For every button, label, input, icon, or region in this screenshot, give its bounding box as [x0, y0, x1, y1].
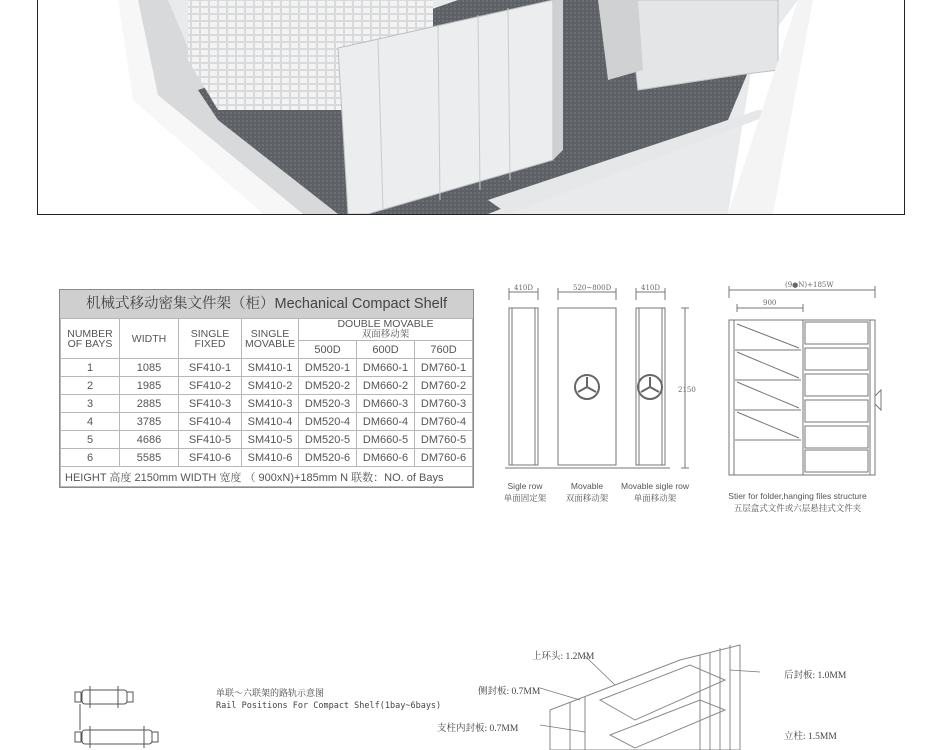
caption-side-cn: 五层盒式文件或六层悬挂式文件夹 — [733, 503, 862, 513]
label-upright: 立柱: 1.5MM — [784, 732, 837, 742]
table-cell: DM660-2 — [357, 377, 415, 395]
product-photo — [37, 0, 905, 215]
table-cell: DM660-5 — [357, 431, 415, 449]
col-dm-en: DOUBLE MOVABLE — [337, 318, 434, 330]
col-bays-line2: OF BAYS — [67, 337, 113, 350]
table-cell: DM660-4 — [357, 413, 415, 431]
table-cell: 5 — [61, 431, 120, 449]
table-cell: 1 — [61, 359, 120, 377]
table-cell: 2 — [61, 377, 120, 395]
table-row — [61, 431, 473, 449]
col-single-fixed — [179, 319, 242, 359]
table-cell: SF410-4 — [179, 413, 242, 431]
spec-table — [59, 289, 474, 488]
table-cell: DM660-6 — [357, 449, 415, 467]
table-cell: 4 — [61, 413, 120, 431]
col-single-movable — [242, 319, 299, 359]
col-bays-line1: NUMBER — [67, 327, 113, 340]
table-row — [61, 359, 473, 377]
table-cell: DM760-5 — [415, 431, 473, 449]
dim-2150: 2150 — [678, 386, 696, 394]
col-sm-line2: MOVABLE — [245, 337, 295, 350]
label-top-cap: 上环头: 1.2MM — [532, 652, 595, 662]
table-cell: DM760-4 — [415, 413, 473, 431]
table-cell: SM410-5 — [242, 431, 299, 449]
dim-total: (9●N)+185W — [785, 281, 834, 289]
table-row — [61, 413, 473, 431]
dim-410d-c: 410D — [641, 284, 660, 292]
table-cell: DM760-6 — [415, 449, 473, 467]
front-view-drawing — [500, 280, 700, 475]
table-cell: 5585 — [120, 449, 179, 467]
caption-movable-en: Movable — [570, 481, 604, 491]
table-row — [61, 449, 473, 467]
spec-grid — [60, 318, 473, 487]
col-double-movable — [299, 319, 473, 341]
table-cell: SM410-3 — [242, 395, 299, 413]
table-cell: 2885 — [120, 395, 179, 413]
col-sf-line2: FIXED — [194, 337, 226, 350]
table-cell: 6 — [61, 449, 120, 467]
table-row — [61, 395, 473, 413]
table-cell: DM760-1 — [415, 359, 473, 377]
label-back-panel: 后封板: 1.0MM — [784, 671, 847, 681]
dim-520-800d: 520~800D — [573, 284, 612, 292]
caption-movable-single-cn: 单面移动架 — [633, 493, 677, 503]
col-width: WIDTH — [120, 319, 179, 359]
caption-single-row-cn: 单面固定架 — [503, 493, 547, 503]
table-cell: DM520-2 — [299, 377, 357, 395]
dim-410d-a: 410D — [514, 284, 533, 292]
caption-single-row-en: Sigle row — [507, 481, 543, 491]
table-cell: 1085 — [120, 359, 179, 377]
caption-side-structure — [715, 490, 880, 514]
col-bays — [61, 319, 120, 359]
col-sm-line1: SINGLE — [250, 327, 290, 340]
table-cell: SM410-1 — [242, 359, 299, 377]
footer-row — [61, 467, 473, 487]
table-cell: SF410-1 — [179, 359, 242, 377]
caption-movable — [558, 480, 616, 504]
table-cell: DM660-3 — [357, 395, 415, 413]
col-dm-cn: 双面移动架 — [361, 329, 410, 340]
col-sf-line1: SINGLE — [190, 327, 230, 340]
table-cell: 3785 — [120, 413, 179, 431]
table-cell: SM410-4 — [242, 413, 299, 431]
caption-single-row — [500, 480, 550, 504]
table-cell: SF410-6 — [179, 449, 242, 467]
rail-diagram — [70, 680, 170, 750]
table-cell: SF410-2 — [179, 377, 242, 395]
shelving-illustration — [38, 0, 904, 214]
table-cell: SM410-6 — [242, 449, 299, 467]
dim-900: 900 — [763, 299, 777, 307]
table-cell: DM520-6 — [299, 449, 357, 467]
caption-movable-single — [615, 480, 695, 504]
rail-title-en: Rail Positions For Compact Shelf(1bay~6bays) — [216, 701, 442, 711]
caption-movable-cn: 双面移动架 — [565, 493, 609, 503]
table-cell: DM520-4 — [299, 413, 357, 431]
sub-col-600d: 600D — [357, 341, 415, 359]
table-cell: 4686 — [120, 431, 179, 449]
table-cell: DM520-3 — [299, 395, 357, 413]
table-cell: 1985 — [120, 377, 179, 395]
table-cell: DM760-2 — [415, 377, 473, 395]
label-side-panel: 侧封板: 0.7MM — [478, 687, 541, 697]
caption-side-en: Stier for folder,hanging files structure — [728, 491, 867, 501]
table-cell: DM660-1 — [357, 359, 415, 377]
table-cell: SF410-5 — [179, 431, 242, 449]
table-cell: DM520-5 — [299, 431, 357, 449]
rail-title-cn: 单联～六联架的路轨示意图 — [216, 688, 325, 698]
label-inner-panel: 支柱内封板: 0.7MM — [437, 724, 519, 734]
side-view-drawing — [725, 278, 885, 483]
table-cell: DM520-1 — [299, 359, 357, 377]
caption-movable-single-en: Movable sigle row — [620, 481, 690, 491]
table-cell: SF410-3 — [179, 395, 242, 413]
table-row — [61, 377, 473, 395]
header-row — [61, 319, 473, 341]
table-cell: 3 — [61, 395, 120, 413]
table-cell: SM410-2 — [242, 377, 299, 395]
table-cell: DM760-3 — [415, 395, 473, 413]
spec-body — [61, 359, 473, 467]
sub-col-760d: 760D — [415, 341, 473, 359]
sub-col-500d: 500D — [299, 341, 357, 359]
table-footer: HEIGHT 高度 2150mm WIDTH 宽度 （ 900xN)+185mm N 联数：NO. of Bays — [61, 467, 473, 487]
table-title: 机械式移动密集文件架（柜）Mechanical Compact Shelf — [60, 290, 473, 318]
